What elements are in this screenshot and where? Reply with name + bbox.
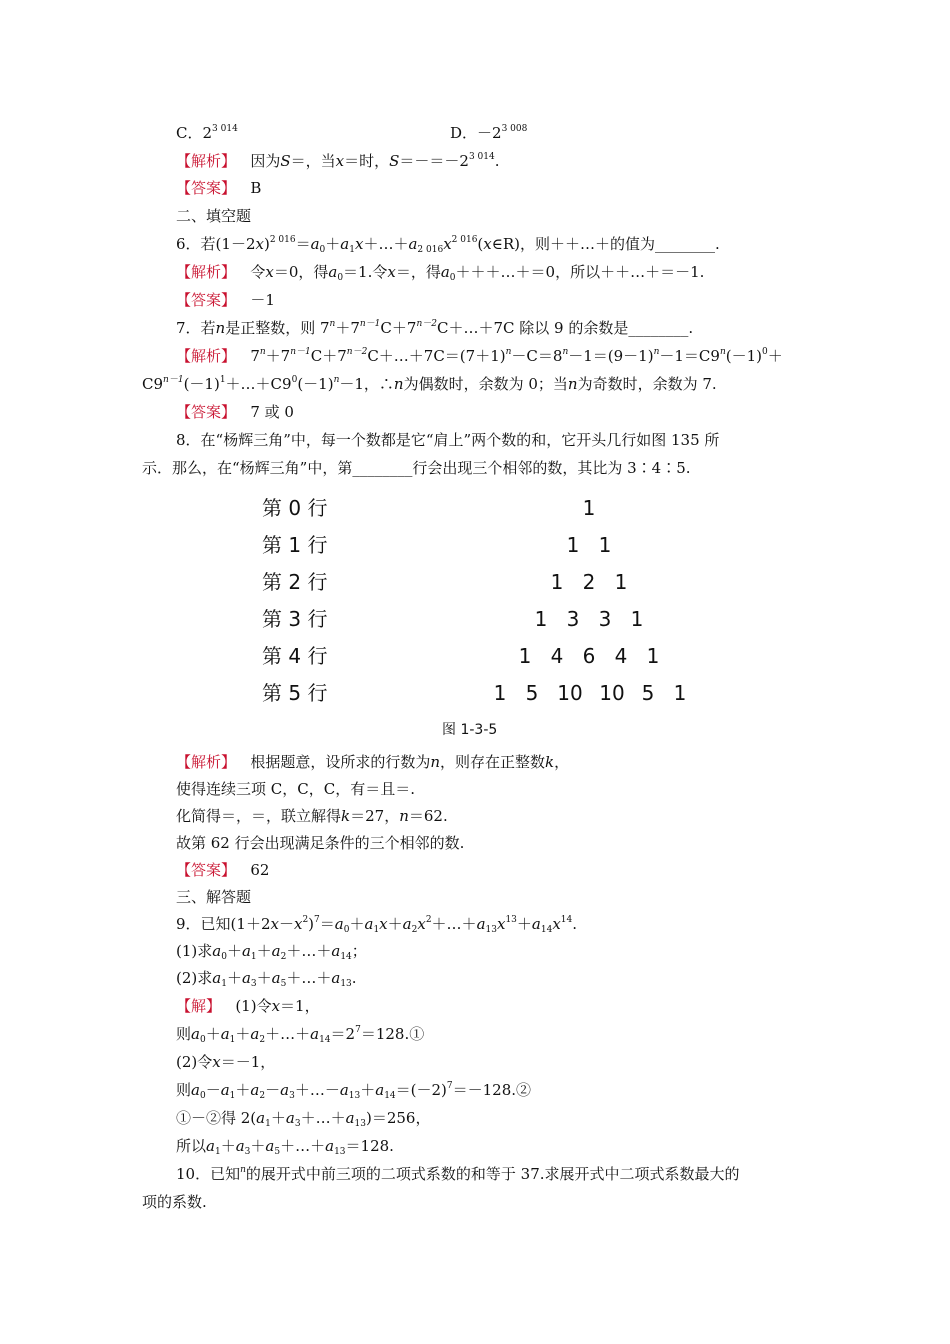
q9-part1: (1)求$a_0+a_1+a_2+\dots+a_{14}$；	[176, 942, 367, 962]
triangle-number: 2	[582, 570, 596, 594]
q6-answer: 【答案】 －1	[176, 291, 275, 309]
triangle-number: 4	[550, 644, 564, 668]
triangle-number: 1	[614, 570, 628, 594]
q10-question-line2: 项的系数.	[142, 1193, 207, 1211]
q9-question: 9．已知$(1+2x-x^2)^7=a_0+a_1x+a_2x^2+\dots+a_{13}x^{13}+a_{14}x^{14}$.	[176, 915, 578, 935]
triangle-number: 1	[582, 496, 596, 520]
triangle-number: 10	[557, 681, 583, 705]
triangle-number: 1	[673, 681, 687, 705]
figure-caption: 图 1-3-5	[442, 722, 498, 738]
q5-answer: 【答案】 B	[176, 179, 262, 197]
q10-question-line1: 10．已知$^n$的展开式中前三项的二项式系数的和等于 37.求展开式中二项式系数最大的	[176, 1165, 740, 1183]
q9-solution-line2: 则$a_0+a_1+a_2+\dots+a_{14}=2^7=128.①$	[176, 1025, 425, 1045]
triangle-number: 1	[598, 533, 612, 557]
option-d: D．$-2^{3 008}$	[450, 124, 528, 142]
q7-analysis-line2: $C9^{n-1}(-1)^1+\dots+C9^0(-1)^n-1$，∴n为偶数时，余数为 0；当n为奇数时，余数为 7.	[142, 375, 717, 393]
triangle-row-label: 第 4 行	[262, 644, 328, 668]
q7-question: 7．若n是正整数，则 $7^n+7^{n-1}C+7^{n-2}C+\dots+7C$ 除以 9 的余数是________.	[176, 319, 694, 337]
q8-question-line2: 示．那么，在“杨辉三角”中，第________行会出现三个相邻的数，其比为 3∶4∶5.	[142, 459, 691, 477]
option-c: C．$2^{3 014}$	[176, 124, 238, 142]
analysis-tag: 【解析】	[176, 152, 237, 170]
triangle-number: 3	[598, 607, 612, 631]
triangle-number: 1	[646, 644, 660, 668]
q8-analysis-line1: 【解析】 根据题意，设所求的行数为n，则存在正整数k，	[176, 753, 570, 771]
q5-analysis: 【解析】 因为S＝，当x＝时，$S=-=-2^{3 014}$.	[176, 152, 500, 170]
triangle-number: 1	[566, 533, 580, 557]
q8-answer: 【答案】 62	[176, 861, 270, 879]
triangle-number: 6	[582, 644, 596, 668]
triangle-row-label: 第 1 行	[262, 533, 328, 557]
answer-tag: 【答案】	[176, 179, 237, 197]
triangle-number: 1	[630, 607, 644, 631]
triangle-number: 1	[550, 570, 564, 594]
q8-analysis-line2: 使得连续三项 C，C，C，有＝且＝.	[176, 780, 415, 798]
q9-solution-line1: 【解】 (1)令x＝1，	[176, 997, 320, 1015]
triangle-row-label: 第 0 行	[262, 496, 328, 520]
triangle-row-label: 第 5 行	[262, 681, 328, 705]
q8-question-line1: 8．在“杨辉三角”中，每一个数都是它“肩上”两个数的和，它开头几行如图 135 所	[176, 431, 720, 449]
triangle-number: 5	[641, 681, 655, 705]
triangle-row-label: 第 2 行	[262, 570, 328, 594]
q7-analysis-line1: 【解析】 $7^n+7^{n-1}C+7^{n-2}C+\dots+7C=(7+1)^n-C=8^n-1=(9-1)^n-1=C9^n(-1)^0+$	[176, 347, 783, 365]
q9-solution-line5: ①－②得 $2(a_1+a_3+\dots+a_{13})=256$，	[176, 1109, 431, 1129]
triangle-number: 1	[518, 644, 532, 668]
q9-part2: (2)求$a_1+a_3+a_5+\dots+a_{13}$.	[176, 969, 357, 989]
q7-answer: 【答案】 7 或 0	[176, 403, 294, 421]
q8-analysis-line4: 故第 62 行会出现满足条件的三个相邻的数.	[176, 834, 465, 852]
q9-solution-line4: 则$a_0-a_1+a_2-a_3+\dots-a_{13}+a_{14}=(-2)^7=-128.②$	[176, 1081, 532, 1101]
triangle-number: 1	[534, 607, 548, 631]
triangle-number: 4	[614, 644, 628, 668]
triangle-row-label: 第 3 行	[262, 607, 328, 631]
triangle-number: 5	[525, 681, 539, 705]
section-heading-2: 二、填空题	[176, 207, 252, 225]
q9-solution-line3: (2)令x＝－1，	[176, 1053, 276, 1071]
q6-analysis: 【解析】 令x＝0，得$a_0=1$.令x＝，得$a_0+++\dots+=0$，所以＋＋…＋＝－1.	[176, 263, 705, 283]
triangle-number: 10	[599, 681, 625, 705]
q6-question: 6．若$(1-2x)^{2 016}=a_0+a_1x+\dots+a_{2 016}x^{2 016}(x\in R)$，则＋＋…＋的值为________.	[176, 235, 720, 255]
triangle-number: 3	[566, 607, 580, 631]
q8-analysis-line3: 化简得＝，＝，联立解得k＝27，n＝62.	[176, 807, 448, 825]
q9-solution-line6: 所以$a_1+a_3+a_5+\dots+a_{13}=128$.	[176, 1137, 394, 1157]
triangle-number: 1	[493, 681, 507, 705]
section-heading-3: 三、解答题	[176, 888, 252, 906]
